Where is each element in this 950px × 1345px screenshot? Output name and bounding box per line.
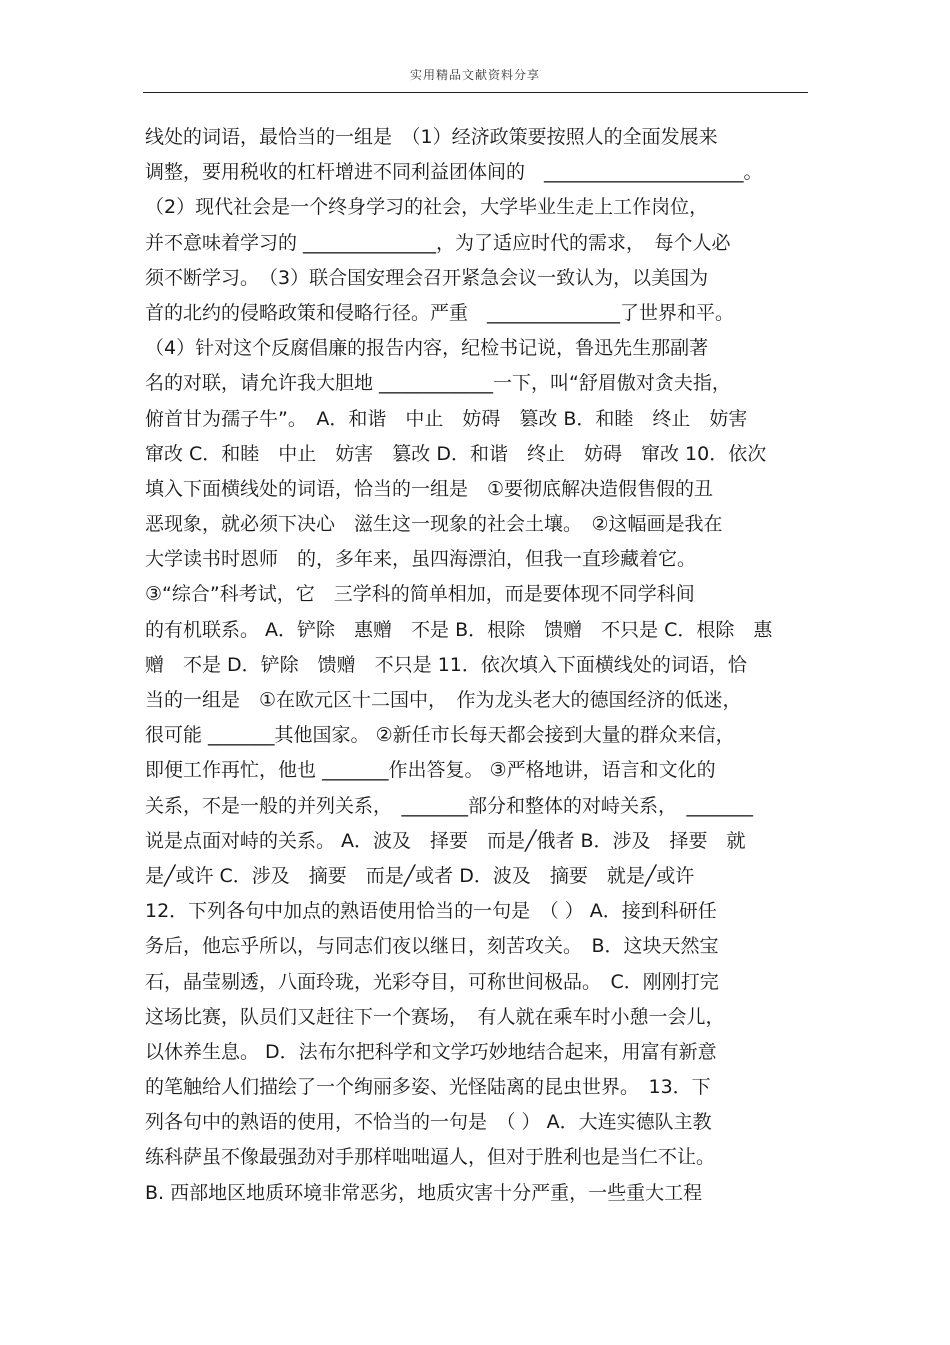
text-line: 当的一组是 ①在欧元区十二国中， 作为龙头老大的德国经济的低迷， [145,689,742,711]
text-line: 即便工作再忙，他也 _______作出答复。 ③严格地讲，语言和文化的 [145,759,716,782]
text-line: 须不断学习。 （3）联合国安理会召开紧急会议一致认为，以美国为 [145,266,709,289]
text-line: 俯首甘为孺子牛”。 A．和谐 中止 妨碍 篡改 B．和睦 终止 妨害 [145,407,748,430]
text-line: 练科萨虽不像最强劲对手那样咄咄逼人，但对于胜利也是当仁不让。 [145,1146,716,1169]
text-line: 恶现象，就必须下决心 滋生这一现象的社会土壤。 ②这幅画是我在 [145,513,723,536]
text-line: 赠 不是 D．铲除 馈赠 不只是 11．依次填入下面横线处的词语，恰 [145,653,747,676]
text-line: 并不意味着学习的 ______________，为了适应时代的需求， 每个人必 [145,231,731,254]
text-line: 是╱或许 C．涉及 摘要 而是╱或者 D．波及 摘要 就是╱或许 [145,864,695,887]
text-line: 调整，要用税收的杠杆增进不同利益团体间的 _____________________。 [145,161,763,184]
text-line: 很可能 _______其他国家。 ②新任市长每天都会接到大量的群众来信， [145,724,735,747]
text-line: （2）现代社会是一个终身学习的社会，大学毕业生走上工作岗位， [145,196,709,219]
text-line: 的笔触给人们描绘了一个绚丽多姿、光怪陆离的昆虫世界。 13．下 [145,1076,711,1099]
text-line: 这场比赛，队员们又赶往下一个赛场， 有人就在乘车时小憩一会儿， [145,1005,725,1028]
page-header: 实用精品文献资料分享 [409,68,540,82]
text-line: 首的北约的侵略政策和侵略行径。严重 ______________了世界和平。 [145,301,735,324]
text-line: 大学读书时恩师 的，多年来，虽四海漂泊，但我一直珍藏着它。 [145,548,697,571]
text-line: 关系，不是一般的并列关系， _______部分和整体的对峙关系， _______ [145,794,754,817]
text-line: （4）针对这个反腐倡廉的报告内容，纪检书记说，鲁迅先生那副著 [145,337,709,360]
text-line: 的有机联系。 A．铲除 惠赠 不是 B．根除 馈赠 不只是 C．根除 惠 [145,618,773,641]
text-line: 务后，他忘乎所以，与同志们夜以继日，刻苦攻关。 B．这块天然宝 [145,935,719,958]
text-line: ③“综合”科考试，它 三学科的简单相加，而是要体现不同学科间 [145,583,695,606]
text-line: 以休养生息。 D．法布尔把科学和文学巧妙地结合起来，用富有新意 [145,1040,717,1063]
text-line: 填入下面横线处的词语，恰当的一组是 ①要彻底解决造假售假的丑 [145,477,714,500]
text-line: 12．下列各句中加点的熟语使用恰当的一句是 （ ） A．接到科研任 [145,900,717,923]
text-line: 窜改 C．和睦 中止 妨害 篡改 D．和谐 终止 妨碍 窜改 10．依次 [145,442,767,465]
text-line: 名的对联，请允许我大胆地 ____________一下，叫“舒眉傲对贪夫指， [145,372,731,395]
document-body [145,120,820,1211]
text-line: B. 西部地区地质环境非常恶劣，地质灾害十分严重，一些重大工程 [145,1181,703,1204]
text-line: 石，晶莹剔透，八面玲珑，光彩夺目，可称世间极品。 C．刚刚打完 [145,970,719,993]
text-line: 线处的词语，最恰当的一组是 （1）经济政策要按照人的全面发展来 [145,126,718,148]
text-line: 列各句中的熟语的使用，不恰当的一句是 （ ） A．大连实德队主教 [145,1111,712,1134]
text-line: 说是点面对峙的关系。 A．波及 择要 而是╱俄者 B．涉及 择要 就 [145,829,746,852]
header-divider [143,92,808,93]
